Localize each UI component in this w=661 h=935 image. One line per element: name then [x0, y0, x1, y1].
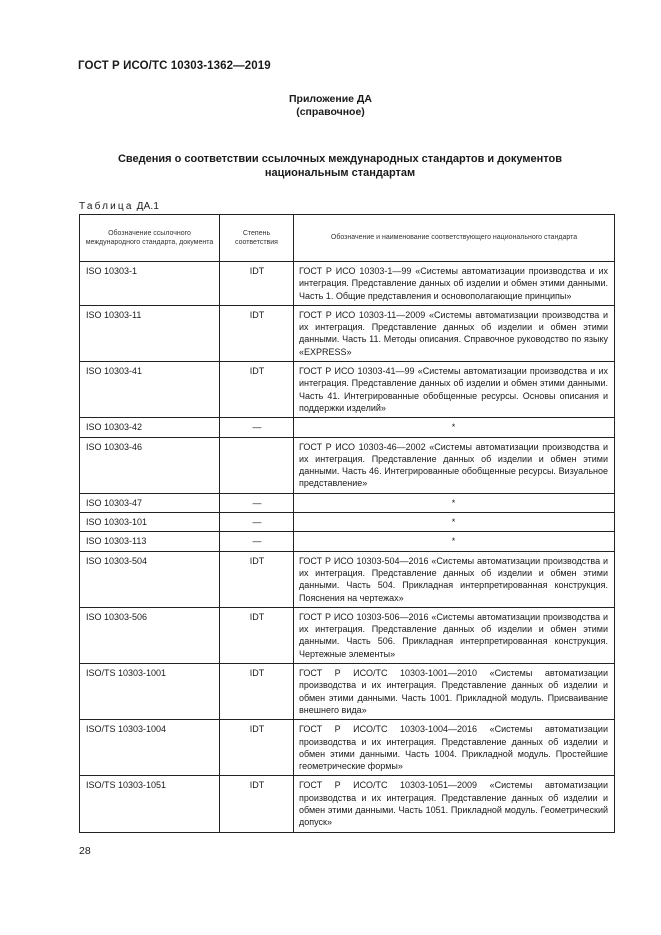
cell-national-standard: * — [294, 513, 615, 532]
cell-reference-standard: ISO 10303-1 — [80, 262, 220, 306]
table-row — [80, 437, 615, 493]
cell-degree: — — [220, 532, 294, 551]
cell-national-standard: ГОСТ Р ИСО 10303-506—2016 «Системы автоматизации производства и их интеграция. Представление данных об изделии и обмен этими данными. Часть 506. Прикладная интерпретированная конструкция. Чертежные элементы» — [294, 607, 615, 663]
cell-reference-standard: ISO 10303-504 — [80, 551, 220, 607]
cell-national-standard: ГОСТ Р ИСО 10303-41—99 «Системы автоматизации производства и их интеграция. Представление данных об изделии и обмен этими данными. Часть 41. Интегрированные обобщенные ресурсы. Основы описания и поддержки изделий» — [294, 362, 615, 418]
cell-national-standard: * — [294, 493, 615, 512]
appendix-heading — [0, 93, 661, 119]
page-number: 28 — [79, 845, 91, 857]
section-title — [90, 152, 590, 180]
cell-degree: — — [220, 493, 294, 512]
cell-degree: IDT — [220, 551, 294, 607]
cell-reference-standard: ISO 10303-101 — [80, 513, 220, 532]
cell-reference-standard: ISO 10303-46 — [80, 437, 220, 493]
cell-reference-standard: ISO 10303-11 — [80, 305, 220, 361]
cell-degree: IDT — [220, 262, 294, 306]
correspondence-table — [79, 214, 615, 833]
cell-national-standard: ГОСТ Р ИСО/ТС 10303-1004—2016 «Системы автоматизации производства и их интеграция. Представление данных об изделии и обмен этими данными. Часть 1004. Прикладной модуль. Простейшие геометрические формы» — [294, 720, 615, 776]
cell-reference-standard: ISO 10303-41 — [80, 362, 220, 418]
table-row — [80, 493, 615, 512]
cell-national-standard: ГОСТ Р ИСО/ТС 10303-1001—2010 «Системы автоматизации производства и их интеграция. Представление данных об изделии и обмен этими данными. Часть 1001. Прикладной модуль. Присваивание внешнего вида» — [294, 664, 615, 720]
cell-degree: IDT — [220, 305, 294, 361]
table-row — [80, 551, 615, 607]
table-label-prefix: Таблица — [79, 201, 134, 212]
cell-national-standard: ГОСТ Р ИСО/ТС 10303-1051—2009 «Системы автоматизации производства и их интеграция. Представление данных об изделии и обмен этими данными. Часть 1051. Прикладной модуль. Геометрический допуск» — [294, 776, 615, 832]
cell-degree: IDT — [220, 776, 294, 832]
header-degree: Степень соответствия — [220, 215, 294, 262]
cell-reference-standard: ISO 10303-113 — [80, 532, 220, 551]
document-header: ГОСТ Р ИСО/ТС 10303-1362—2019 — [78, 60, 271, 72]
appendix-subtitle: (справочное) — [296, 106, 365, 118]
cell-reference-standard: ISO 10303-506 — [80, 607, 220, 663]
table-row — [80, 607, 615, 663]
table-row — [80, 664, 615, 720]
table-row — [80, 418, 615, 437]
cell-reference-standard: ISO/TS 10303-1001 — [80, 664, 220, 720]
cell-degree — [220, 437, 294, 493]
header-ref-standard: Обозначение ссылочного международного стандарта, документа — [80, 215, 220, 262]
cell-national-standard: ГОСТ Р ИСО 10303-504—2016 «Системы автоматизации производства и их интеграция. Представление данных об изделии и обмен этими данными. Часть 504. Прикладная интерпретированная конструкция. Пояснения на чертежах» — [294, 551, 615, 607]
header-national-standard: Обозначение и наименование соответствующего национального стандарта — [294, 215, 615, 262]
cell-reference-standard: ISO/TS 10303-1004 — [80, 720, 220, 776]
table-header-row — [80, 215, 615, 262]
cell-degree: IDT — [220, 664, 294, 720]
cell-reference-standard: ISO 10303-47 — [80, 493, 220, 512]
table-row — [80, 305, 615, 361]
table-row — [80, 362, 615, 418]
cell-reference-standard: ISO/TS 10303-1051 — [80, 776, 220, 832]
cell-national-standard: ГОСТ Р ИСО 10303-11—2009 «Системы автоматизации производства и их интеграция. Представление данных об изделии и обмен этими данными. Часть 11. Методы описания. Справочное руководство по языку «EXPRESS» — [294, 305, 615, 361]
cell-degree: IDT — [220, 720, 294, 776]
cell-degree: — — [220, 418, 294, 437]
cell-national-standard: * — [294, 532, 615, 551]
table-row — [80, 720, 615, 776]
table-row — [80, 262, 615, 306]
table-row — [80, 513, 615, 532]
cell-degree: IDT — [220, 362, 294, 418]
cell-degree: — — [220, 513, 294, 532]
table-body — [80, 262, 615, 833]
appendix-title: Приложение ДА — [289, 93, 372, 105]
cell-national-standard: * — [294, 418, 615, 437]
table-label — [79, 201, 159, 212]
cell-national-standard: ГОСТ Р ИСО 10303-46—2002 «Системы автоматизации производства и их интеграция. Представление данных об изделии и обмен этими данными. Часть 46. Интегрированные обобщенные ресурсы. Визуальное представление» — [294, 437, 615, 493]
table-row — [80, 532, 615, 551]
cell-national-standard: ГОСТ Р ИСО 10303-1—99 «Системы автоматизации производства и их интеграция. Представление данных об изделии и обмен этими данными. Часть 1. Общие представления и основополагающие принципы» — [294, 262, 615, 306]
table-row — [80, 776, 615, 832]
section-title-line-2: национальным стандартам — [264, 167, 416, 179]
section-title-line-1: Сведения о соответствии ссылочных международных стандартов и документов — [117, 153, 563, 165]
table-label-number: ДА.1 — [136, 201, 160, 212]
cell-degree: IDT — [220, 607, 294, 663]
cell-reference-standard: ISO 10303-42 — [80, 418, 220, 437]
